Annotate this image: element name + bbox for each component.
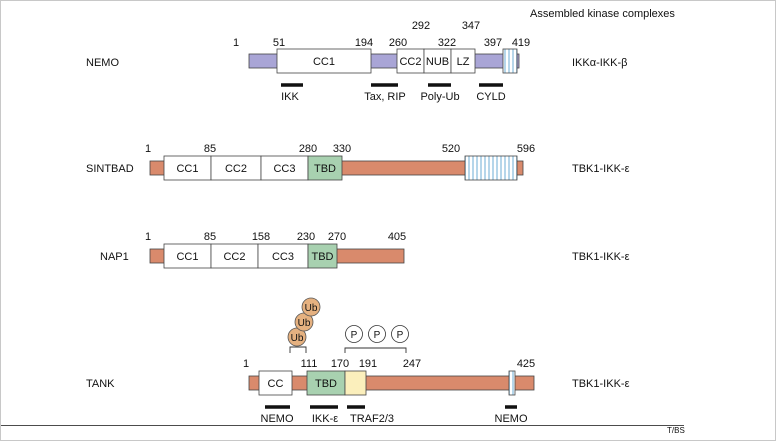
domain-label: CC3 [271, 251, 295, 263]
binding-site-label: NEMO [494, 413, 528, 425]
domain-label: CC2 [223, 251, 246, 263]
residue-number: 194 [354, 37, 374, 49]
domain-label: NUB [425, 56, 450, 68]
binding-site-label: IKK-ε [311, 413, 339, 425]
protein-nemo [86, 20, 627, 103]
ubiquitin-label: Ub [297, 318, 311, 329]
header-label: Assembled kinase complexes [530, 8, 675, 20]
residue-number: 596 [516, 143, 536, 155]
residue-number: 1 [242, 358, 250, 370]
domain-label: CC3 [273, 163, 296, 175]
phospho-label: P [396, 330, 404, 341]
ubiquitin-chain [288, 298, 320, 346]
residue-number: 520 [441, 143, 461, 155]
domain-label: CC1 [176, 251, 199, 263]
residue-number: 1 [232, 37, 240, 49]
protein-name: SINTBAD [86, 163, 134, 175]
residue-number: 85 [203, 143, 217, 155]
credit-label: T/BS [667, 426, 685, 435]
domain-striped [509, 371, 515, 395]
residue-number: 1 [144, 143, 152, 155]
binding-site-label: Tax, RIP [364, 91, 406, 103]
protein-name: TANK [86, 378, 115, 390]
residue-number: 158 [251, 231, 271, 243]
binding-site-label: NEMO [260, 413, 294, 425]
residue-number: 247 [402, 358, 422, 370]
protein-sintbad [86, 143, 630, 180]
protein-name: NAP1 [100, 251, 129, 263]
residue-number: 397 [483, 37, 503, 49]
binding-site-label: CYLD [476, 91, 506, 103]
residue-number: 347 [461, 20, 481, 32]
domain-striped [503, 49, 517, 73]
protein-name: NEMO [86, 57, 119, 69]
residue-number: 425 [516, 358, 536, 370]
residue-number: 260 [388, 37, 408, 49]
domain-striped [465, 156, 517, 180]
residue-number: 1 [144, 231, 152, 243]
residue-number: 170 [330, 358, 350, 370]
ubiquitin-bracket [290, 347, 306, 353]
domain-label: CC1 [312, 56, 336, 68]
domain-label: CC [267, 378, 284, 390]
ubiquitin-label: Ub [290, 333, 304, 344]
domain-label: TBD [315, 378, 337, 390]
binding-site-label: Poly-Ub [420, 91, 460, 103]
domain-label: LZ [456, 56, 470, 68]
binding-site-label: TRAF2/3 [349, 413, 395, 425]
protein-tank [86, 298, 630, 425]
domain-label: CC2 [224, 163, 248, 175]
residue-number: 51 [272, 37, 286, 49]
phospho-bracket [345, 348, 406, 353]
domain-label: TBD [311, 251, 334, 263]
phospho-label: P [350, 330, 358, 341]
phospho-label: P [373, 330, 381, 341]
residue-number: 230 [296, 231, 316, 243]
residue-number: 419 [511, 37, 531, 49]
complex-label: TBK1-IKK-ε [572, 163, 630, 175]
domain-label: CC2 [399, 56, 422, 68]
complex-label: TBK1-IKK-ε [572, 378, 630, 390]
complex-label: TBK1-IKK-ε [572, 251, 630, 263]
residue-number: 280 [298, 143, 318, 155]
residue-number: 322 [437, 37, 457, 49]
ubiquitin-label: Ub [304, 303, 318, 314]
domain-traf-binding [345, 371, 366, 395]
residue-number: 111 [300, 358, 318, 370]
binding-site-label: IKK [281, 91, 299, 103]
residue-number: 330 [332, 143, 352, 155]
residue-number: 270 [327, 231, 347, 243]
residue-number: 191 [358, 358, 378, 370]
residue-number: 292 [411, 20, 431, 32]
complex-label: IKKα-IKK-β [572, 57, 628, 69]
residue-number: 405 [387, 231, 407, 243]
domain-label: CC1 [176, 163, 199, 175]
phospho-group [346, 326, 409, 343]
protein-nap1 [100, 231, 630, 268]
domain-label: TBD [314, 163, 336, 175]
residue-number: 85 [203, 231, 217, 243]
